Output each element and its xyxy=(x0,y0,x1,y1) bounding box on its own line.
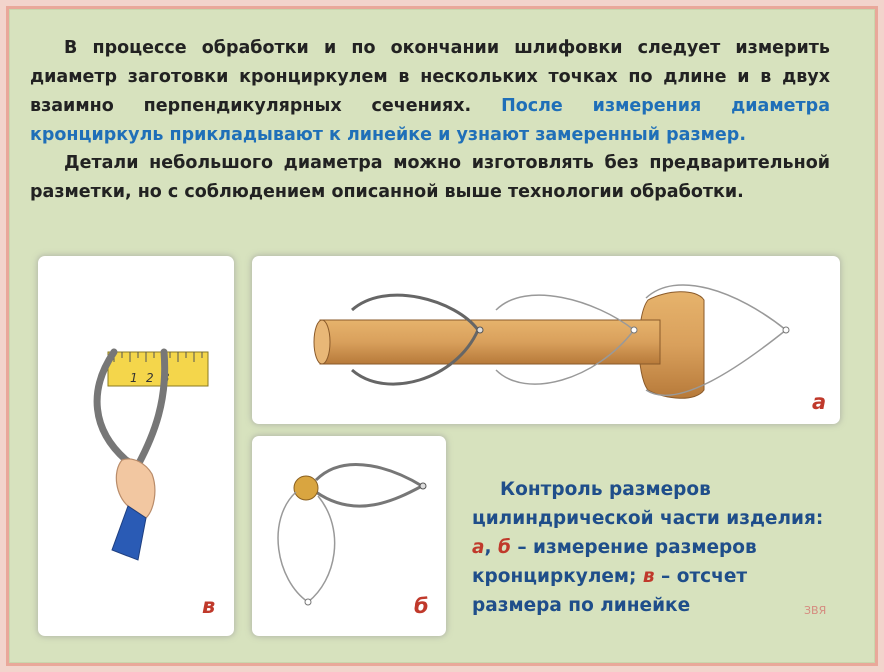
shaft-end xyxy=(314,320,330,364)
paragraph-1-text: В процессе обработки и по окончании шлифовки следует измерить диаметр заготовки кронциркулем в нескольких точках по длине и в двух взаимно перпендикулярных сечениях. xyxy=(30,38,830,116)
caliper-solid-pivot xyxy=(477,327,483,333)
ruler-number-2: 2 xyxy=(146,371,154,385)
ruler-number-3: 3 xyxy=(162,371,170,385)
caption-v-text: – отсчет xyxy=(654,566,748,587)
caliper-b-ghost-pivot xyxy=(305,599,311,605)
paragraph-small-parts xyxy=(30,149,830,207)
figure-label-a: а xyxy=(812,390,827,414)
ruler xyxy=(108,352,208,386)
caption-line-3 xyxy=(472,533,852,562)
caption-line-5: размера по линейке xyxy=(472,595,691,616)
paragraph-2-text: Детали небольшого диаметра можно изготовлять без предварительной разметки, но с соблюдением описанной выше технологии обработки. xyxy=(30,153,830,202)
caption-line-4 xyxy=(472,562,852,591)
caption-label-v: в xyxy=(642,566,655,587)
caliper-ghost-pivot-1 xyxy=(631,327,637,333)
caption-line-1: Контроль размеров xyxy=(500,479,711,500)
caliper-b-pivot xyxy=(420,483,426,489)
caption-line-4-text: кронциркулем; xyxy=(472,566,643,587)
ruler-number-1: 1 xyxy=(130,371,138,385)
workpiece-shaft xyxy=(320,320,660,364)
figure-caption xyxy=(472,475,852,620)
caption-label-a: а xyxy=(472,537,485,558)
figure-v-ruler-reading xyxy=(42,260,230,632)
caliper-b-solid xyxy=(316,464,422,506)
caliper-ghost-pivot-2 xyxy=(783,327,789,333)
caption-line-2: цилиндрической части изделия: xyxy=(472,508,824,529)
caption-comma: , xyxy=(484,537,498,558)
figure-label-b: б xyxy=(414,594,429,618)
caption-label-b: б xyxy=(497,537,511,558)
figure-a-measuring-workpiece xyxy=(256,260,836,420)
hand xyxy=(116,459,155,518)
figure-label-v: в xyxy=(202,594,216,618)
author-watermark: ЗВЯ xyxy=(804,604,827,617)
figure-b-small-diameter xyxy=(256,440,442,632)
caption-b-text: – измерение размеров xyxy=(510,537,757,558)
sleeve xyxy=(112,506,146,560)
paragraph-1-highlight: После измерения диаметра кронциркуль прикладывают к линейке и узнают замеренный размер. xyxy=(30,96,831,145)
caliper-ruler-illustration xyxy=(42,260,230,632)
caliper-b-ghost xyxy=(278,492,335,602)
small-round-part xyxy=(294,476,318,500)
paragraph-measurement xyxy=(30,34,830,150)
workpiece-illustration xyxy=(256,260,836,420)
